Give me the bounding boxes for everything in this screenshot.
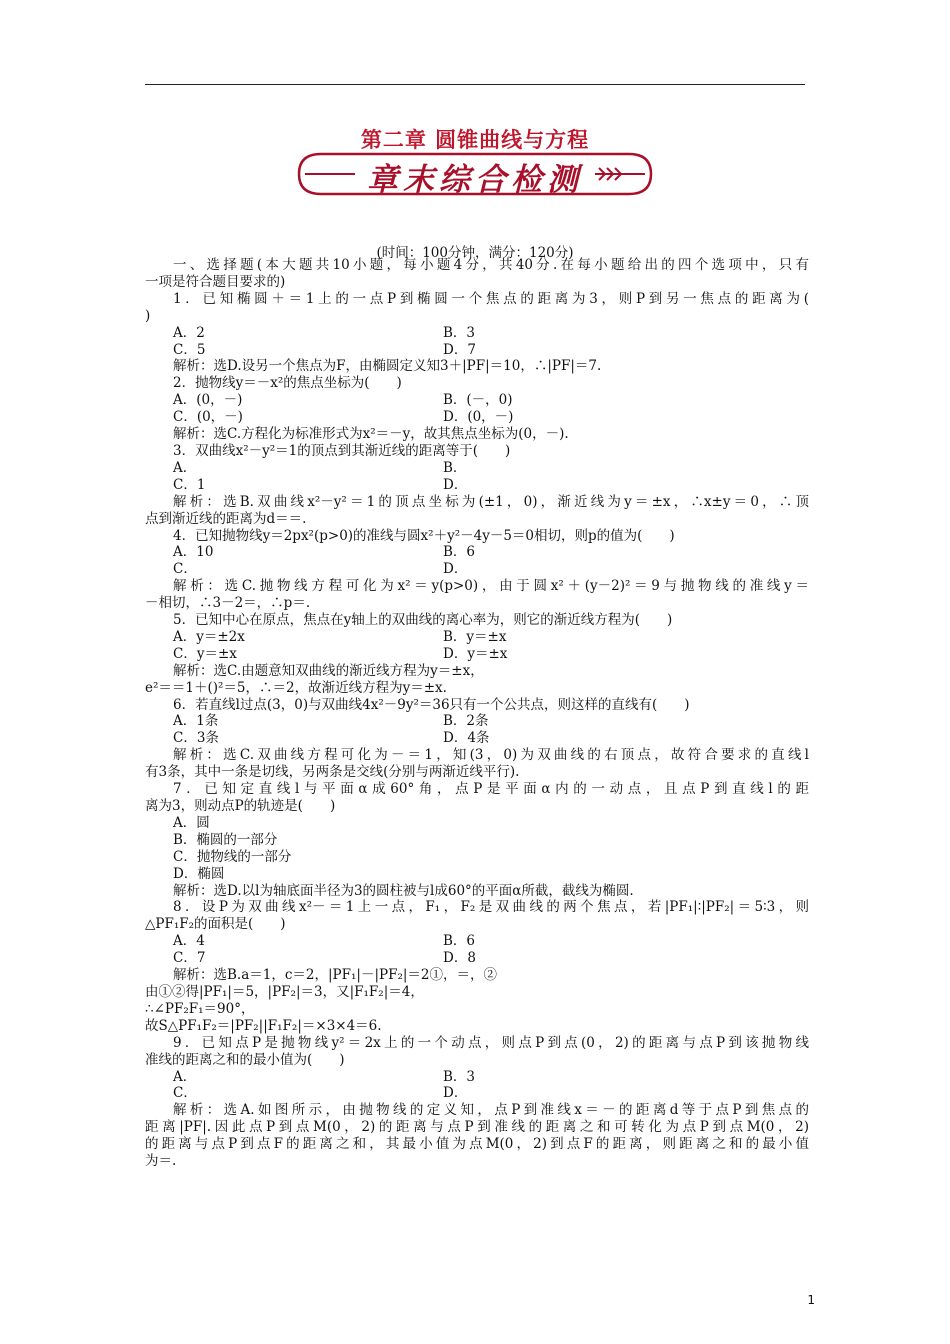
option-b: B．6 <box>443 544 476 561</box>
chapter-title: 第二章 圆锥曲线与方程 <box>360 128 590 152</box>
option-c: C．5 <box>173 341 206 358</box>
option-a: A．(0，－) <box>173 392 243 409</box>
option-b: B．2条 <box>443 713 489 730</box>
option-c: C．3条 <box>173 730 219 747</box>
option-b: B．y＝±x <box>443 628 507 645</box>
option-a: A． <box>173 1068 197 1085</box>
question-3-answer: 点到渐近线的距离为d＝＝. <box>145 510 307 527</box>
question-8-answer: 解析：选B.a＝1，c＝2，|PF₁|－|PF₂|＝2①，＝，② <box>173 967 498 984</box>
question-2-stem: 2．抛物线y＝－x²的焦点坐标为( ) <box>173 375 402 392</box>
option-c: C．抛物线的一部分 <box>173 848 292 865</box>
question-2-answer: 解析：选C.方程化为标准形式为x²＝－y，故其焦点坐标为(0，－). <box>173 426 569 443</box>
option-b: B． <box>443 459 467 476</box>
banner-title: 章末综合检测 <box>367 162 583 198</box>
option-b: B．椭圆的一部分 <box>173 831 278 848</box>
exam-meta: (时间：100分钟，满分：120分) <box>376 245 574 261</box>
question-5-answer: 解析：选C.由题意知双曲线的渐近线方程为y＝±x， <box>173 662 484 679</box>
question-9-options-row <box>145 1085 809 1102</box>
option-c: C．7 <box>173 950 206 967</box>
option-d: D． <box>443 561 468 578</box>
question-3-options-row <box>145 477 809 494</box>
question-1-options-row <box>145 325 809 342</box>
question-1-stem: 1．已知椭圆＋＝1上的一点P到椭圆一个焦点的距离为3，则P到另一焦点的距离为( <box>173 290 809 307</box>
question-body <box>145 257 809 1170</box>
option-c: C．(0，－) <box>173 409 243 426</box>
option-a: A．1条 <box>173 713 219 730</box>
option-c: C．1 <box>173 476 206 493</box>
question-4-options-row <box>145 561 809 578</box>
option-a: A． <box>173 459 197 476</box>
question-9-stem: 9．已知点P是抛物线y²＝2x上的一个动点，则点P到点(0，2)的距离与点P到该抛物线 <box>173 1034 809 1051</box>
question-3-stem: 3．双曲线x²－y²＝1的顶点到其渐近线的距离等于( ) <box>173 442 511 459</box>
question-6-answer: 解析：选C.双曲线方程可化为－＝1，知(3，0)为双曲线的右顶点，故符合要求的直线l <box>173 747 809 764</box>
question-2-options-row <box>145 409 809 426</box>
question-6-stem: 6．若直线l过点(3，0)与双曲线4x²－9y²＝36只有一个公共点，则这样的直线有( ) <box>173 696 690 713</box>
option-c: C． <box>173 1085 197 1102</box>
question-1-answer: 解析：选D.设另一个焦点为F，由椭圆定义知3＋|PF|＝10，∴|PF|＝7. <box>173 358 602 375</box>
question-9-answer: 为＝. <box>145 1153 177 1170</box>
question-6-options-row <box>145 730 809 747</box>
question-4-options-row <box>145 544 809 561</box>
option-a: A．圆 <box>173 814 210 831</box>
option-d: D．椭圆 <box>173 865 225 882</box>
question-8-answer: ∴∠PF₂F₁＝90°， <box>145 1000 255 1017</box>
option-b: B．3 <box>443 1068 476 1085</box>
option-a: A．2 <box>173 324 205 341</box>
option-b: B．3 <box>443 324 476 341</box>
page-number: 1 <box>807 1293 815 1307</box>
question-7-stem: 离为3，则动点P的轨迹是( ) <box>145 798 336 814</box>
question-8-stem: △PF₁F₂的面积是( ) <box>145 916 286 933</box>
question-9-answer: 解析：选A.如图所示，由抛物线的定义知，点P到准线x＝－的距离d等于点P到焦点的 <box>173 1102 809 1119</box>
question-3-options-row <box>145 460 809 477</box>
question-4-answer: 解析：选C.抛物线方程可化为x²＝y(p>0)，由于圆x²＋(y－2)²＝9与抛物线的准线y＝ <box>173 578 809 595</box>
question-1-stem: ) <box>145 307 151 324</box>
question-9-options-row <box>145 1069 809 1086</box>
option-b: B．(－，0) <box>443 392 513 409</box>
question-8-options-row <box>145 933 809 950</box>
question-5-stem: 5．已知中心在原点，焦点在y轴上的双曲线的离心率为，则它的渐近线方程为( ) <box>173 612 673 629</box>
header-rule <box>145 84 805 85</box>
question-2-options-row <box>145 392 809 409</box>
question-1-options-row <box>145 342 809 359</box>
question-6-answer: 有3条，其中一条是切线，另两条是交线(分别与两渐近线平行). <box>145 764 520 781</box>
option-c: C． <box>173 561 197 578</box>
section-heading-line: 一项是符合题目要求的) <box>145 273 286 290</box>
option-a: A．y＝±2x <box>173 628 245 645</box>
option-d: D．7 <box>443 341 476 358</box>
option-c: C．y＝±x <box>173 645 237 662</box>
question-3-answer: 解析：选B.双曲线x²－y²＝1的顶点坐标为(±1，0)，渐近线为y＝±x，∴x±y＝0，∴顶 <box>173 493 809 510</box>
question-5-options-row <box>145 646 809 663</box>
question-5-answer: e²＝＝1＋()²＝5，∴＝2，故渐近线方程为y＝±x. <box>145 679 447 696</box>
question-9-answer: 距离|PF|.因此点P到点M(0，2)的距离与点P到准线的距离之和可转化为点P到点M(0，2) <box>145 1119 809 1136</box>
option-d: D．y＝±x <box>443 645 508 662</box>
option-d: D． <box>443 1085 468 1102</box>
question-8-answer: 由①②得|PF₁|＝5，|PF₂|＝3，又|F₁F₂|＝4， <box>145 983 424 1000</box>
question-9-stem: 准线的距离之和的最小值为( ) <box>145 1051 345 1068</box>
option-d: D．4条 <box>443 730 490 747</box>
option-d: D． <box>443 476 468 493</box>
option-a: A．4 <box>173 933 205 950</box>
section-heading-line: 一、选择题(本大题共10小题，每小题4分，共40分.在每小题给出的四个选项中，只有 <box>173 257 809 273</box>
question-8-options-row <box>145 950 809 967</box>
option-d: D．8 <box>443 950 476 967</box>
question-8-answer: 故S△PF₁F₂＝|PF₂||F₁F₂|＝×3×4＝6. <box>145 1017 382 1034</box>
option-d: D．(0，－) <box>443 409 514 426</box>
question-4-answer: －相切，∴3－2＝，∴p＝. <box>145 595 311 612</box>
question-5-options-row <box>145 629 809 646</box>
question-7-answer: 解析：选D.以l为轴底面半径为3的圆柱被与l成60°的平面α所截，截线为椭圆. <box>173 882 634 899</box>
question-9-answer: 的距离与点P到点F的距离之和，其最小值为点M(0，2)到点F的距离，则距离之和的最小值 <box>145 1136 809 1153</box>
question-7-stem: 7．已知定直线l与平面α成60°角，点P是平面α内的一动点，且点P到直线l的距 <box>173 781 809 798</box>
question-6-options-row <box>145 713 809 730</box>
section-banner <box>295 148 655 200</box>
option-b: B．6 <box>443 933 476 950</box>
option-a: A．10 <box>173 544 214 561</box>
question-8-stem: 8．设P为双曲线x²－＝1上一点，F₁，F₂是双曲线的两个焦点，若|PF₁|∶|PF₂|＝5∶3，则 <box>173 899 809 916</box>
question-4-stem: 4．已知抛物线y＝2px²(p>0)的准线与圆x²＋y²－4y－5＝0相切，则p的值为( ) <box>173 527 675 544</box>
